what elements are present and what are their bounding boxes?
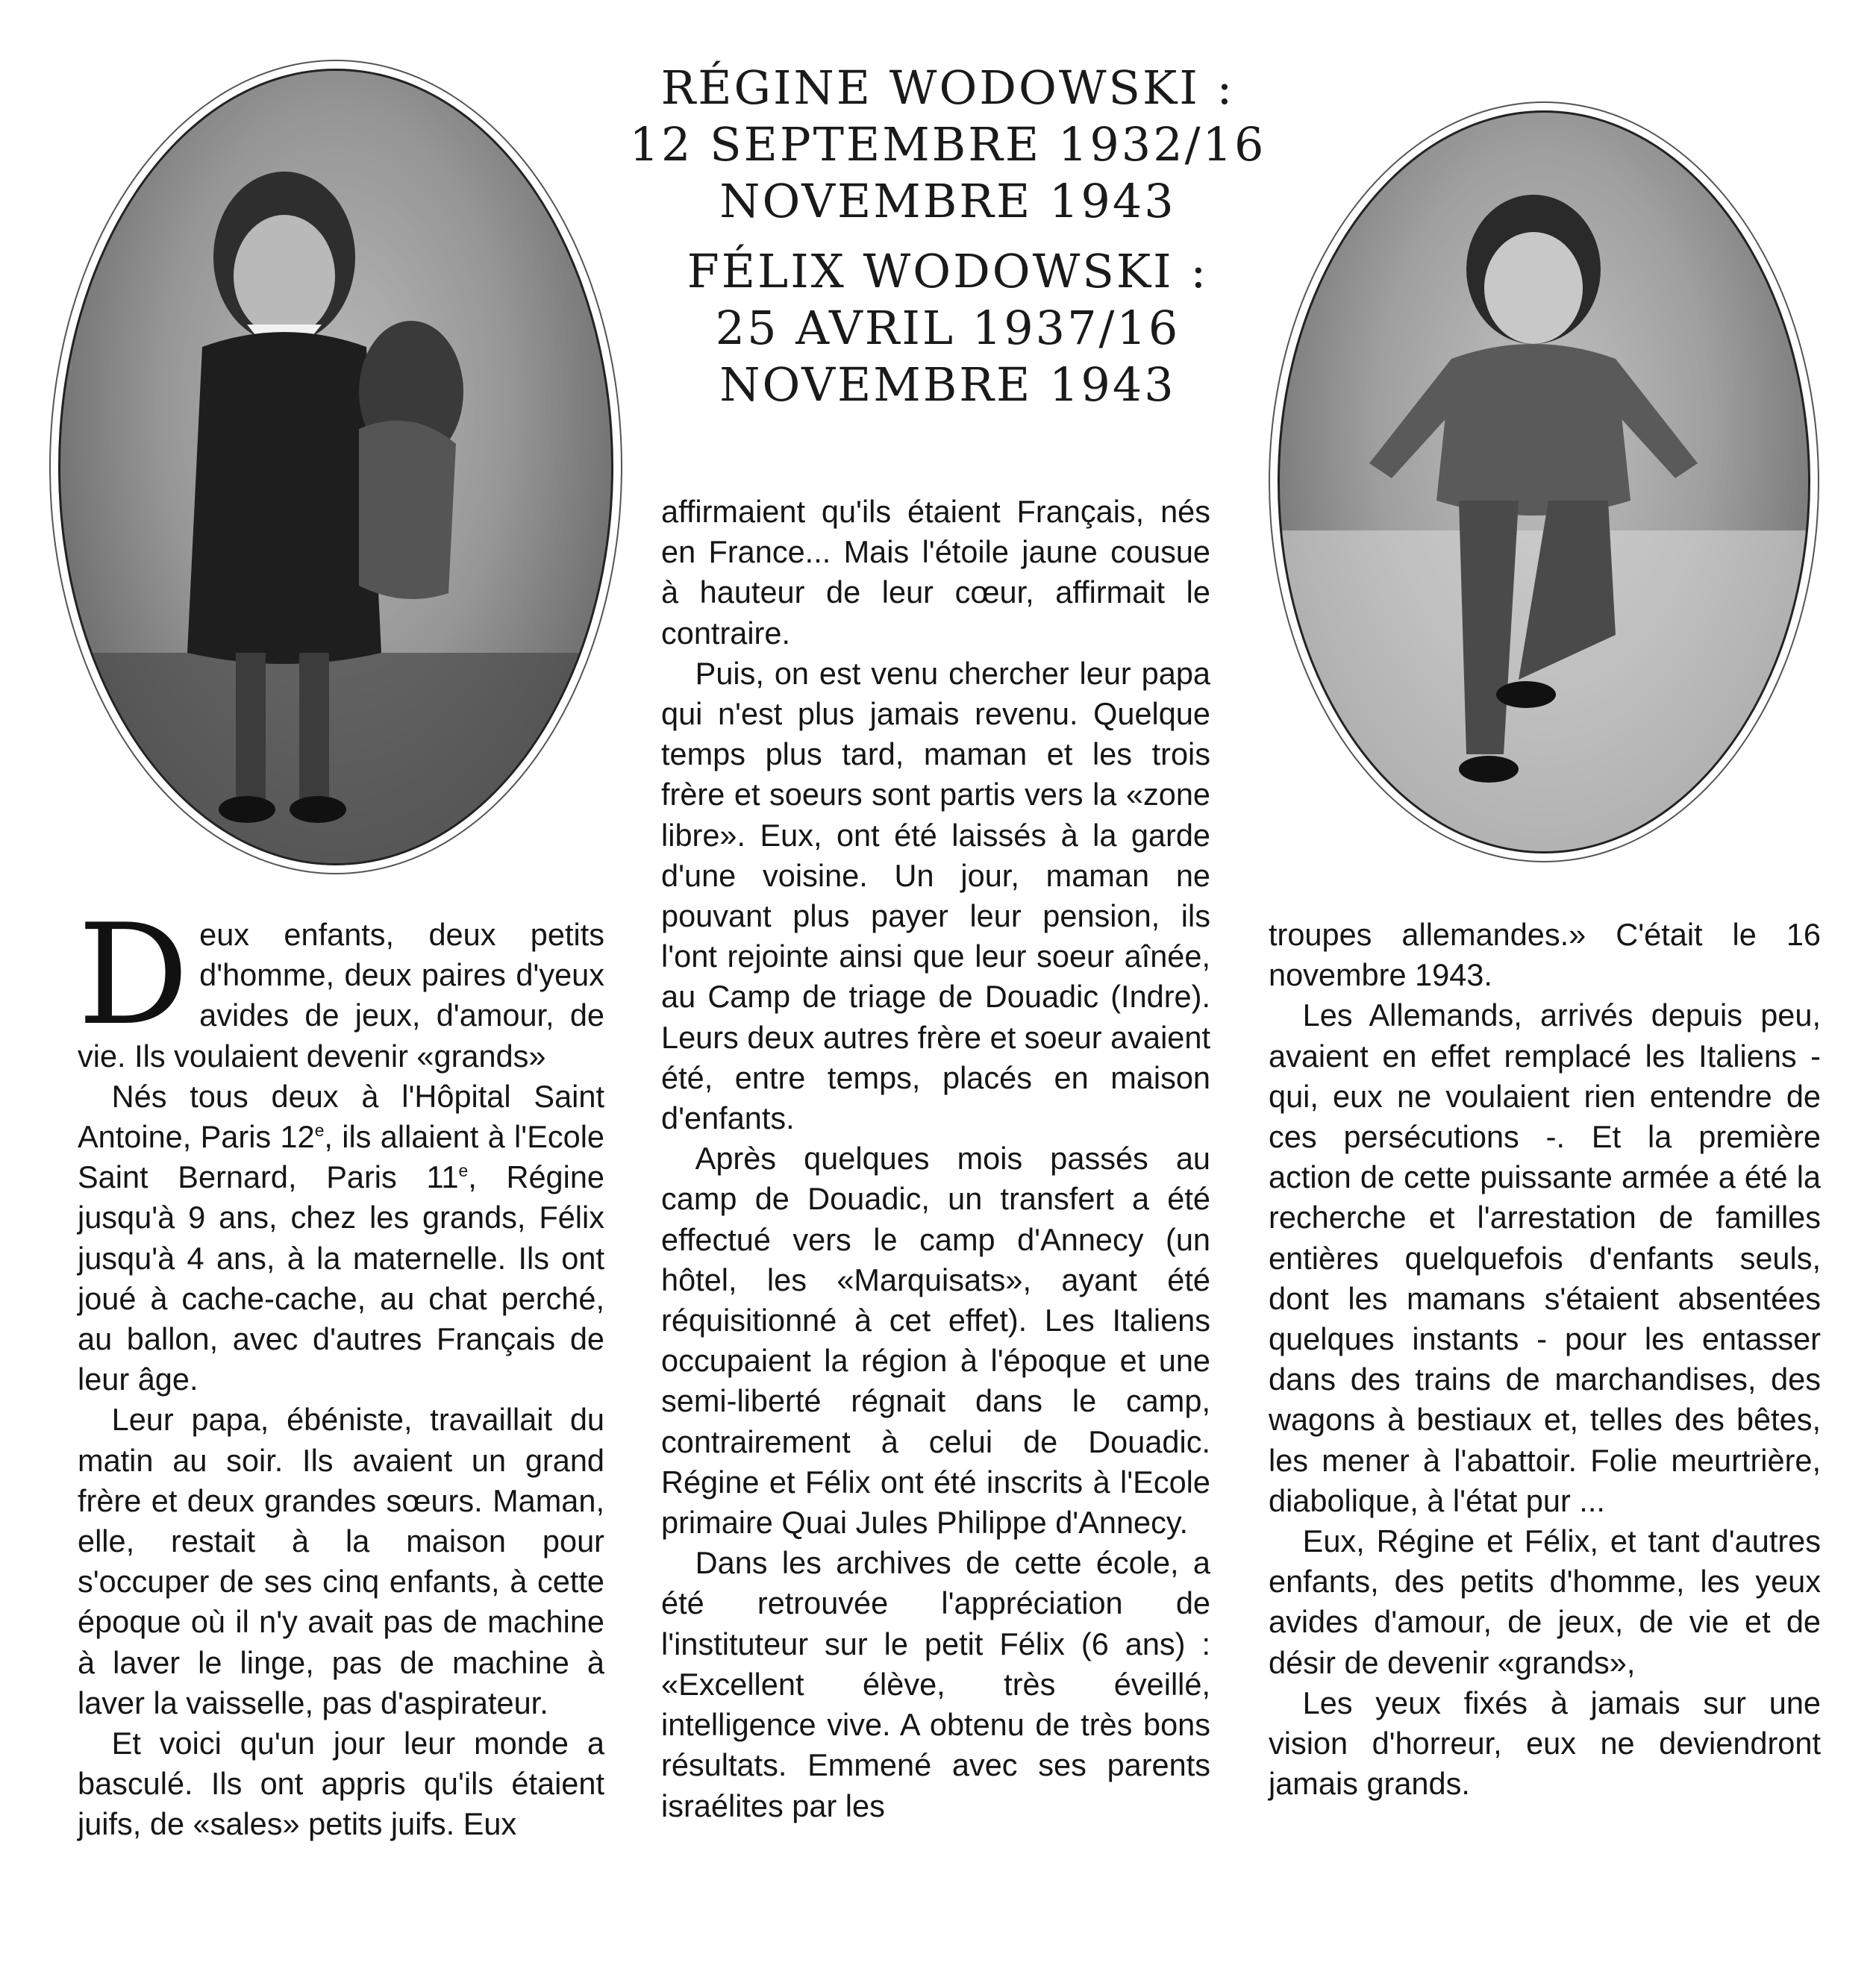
boy-silhouette-illustration xyxy=(1280,113,1808,851)
paragraph: troupes allemandes.» C'était le 16 novembre 1943. xyxy=(1269,917,1821,993)
paragraph: Dans les archives de cette école, a été retrouvée l'appréciation de l'instituteur sur le petit Félix (6 ans) : «Excellent élève, très éveillé, intelligence vive. A obtenu de très bons résultats. Emmené avec ses parents israélites par les xyxy=(661,1545,1210,1823)
paragraph: Deux enfants, deux petits d'homme, deux paires d'yeux avides de jeux, d'amour, de vie. Ils voulaient devenir «grands» xyxy=(78,894,604,1074)
paragraph: Eux, Régine et Félix, et tant d'autres enfants, des petits d'homme, les yeux avides d'amour, de jeux, de vie et de désir de devenir «grands», xyxy=(1269,1523,1821,1680)
title-line: RÉGINE WODOWSKI : xyxy=(660,60,1235,115)
article-column-3 xyxy=(1269,915,1821,1804)
paragraph: Après quelques mois passés au camp de Douadic, un transfert a été effectué vers le camp d'Annecy (un hôtel, les «Marquisats», ayant été réquisitionné à cet effet). Les Italiens occupaient la région à l'époque et une semi-liberté régnait dans le camp, contrairement à celui de Douadic. Régine et Félix ont été inscrits à l'Ecole primaire Quai Jules Philippe d'Annecy. xyxy=(661,1141,1210,1541)
paragraph: Puis, on est venu chercher leur papa qui n'est plus jamais revenu. Quelque temps plus tard, maman et les trois frère et soeurs sont partis vers la «zone libre». Eux, ont été laissés à la garde d'une voisine. Un jour, maman ne pouvant plus payer leur pension, ils l'ont rejointe ainsi que leur soeur aînée, au Camp de triage de Douadic (Indre). Leurs deux autres frère et soeur avaient été, entre temps, placés en maison d'enfants. xyxy=(661,655,1210,1136)
title-line: NOVEMBRE 1943 xyxy=(719,357,1176,412)
paragraph: Leur papa, ébéniste, travaillait du matin au soir. Ils avaient un grand frère et deux grandes sœurs. Maman, elle, restait à la maison pour s'occuper de ses cinq enfants, à cette époque où il n'y avait pas de machine à laver le linge, pas de machine à laver la vaisselle, pas d'aspirateur. xyxy=(78,1402,604,1720)
paragraph: affirmaient qu'ils étaient Français, nés en France... Mais l'étoile jaune cousue à hauteur de leur cœur, affirmait le contraire. xyxy=(661,494,1210,651)
girl-silhouette-illustration xyxy=(60,71,611,863)
photo-regine xyxy=(58,69,613,865)
title-line: 12 SEPTEMBRE 1932/16 xyxy=(629,117,1266,172)
article-column-2 xyxy=(661,492,1210,1826)
article-title xyxy=(537,60,1358,413)
paragraph: Et voici qu'un jour leur monde a basculé. Ils ont appris qu'ils étaient juifs, de «sales» petits juifs. Eux xyxy=(78,1726,604,1842)
paragraph: Nés tous deux à l'Hôpital Saint Antoine, Paris 12e, ils allaient à l'Ecole Saint Bernard, Paris 11e, Régine jusqu'à 9 ans, chez les grands, Félix jusqu'à 4 ans, à la maternelle. Ils ont joué à cache-cache, au chat perché, au ballon, avec d'autres Français de leur âge. xyxy=(78,1078,605,1397)
photo-felix xyxy=(1278,110,1810,853)
paragraph: Les yeux fixés à jamais sur une vision d'horreur, eux ne deviendront jamais grands. xyxy=(1269,1685,1821,1802)
article-column-1 xyxy=(78,894,605,1845)
paragraph: Les Allemands, arrivés depuis peu, avaient en effet remplacé les Italiens - qui, eux ne voulaient rien entendre de ces persécutions -. Et la première action de cette puissante armée a été la recherche et l'arrestation de familles entières quelquefois d'enfants seuls, dont les mamans s'étaient absentées quelques instants - pour les entasser dans des trains de marchandises, des wagons à bestiaux et, telles des bêtes, les mener à l'abattoir. Folie meurtrière, diabolique, à l'état pur ... xyxy=(1269,997,1821,1518)
title-line: 25 AVRIL 1937/16 xyxy=(715,301,1181,355)
title-line: FÉLIX WODOWSKI : xyxy=(687,244,1209,298)
title-line: NOVEMBRE 1943 xyxy=(719,174,1176,228)
drop-cap: D xyxy=(78,894,190,1056)
